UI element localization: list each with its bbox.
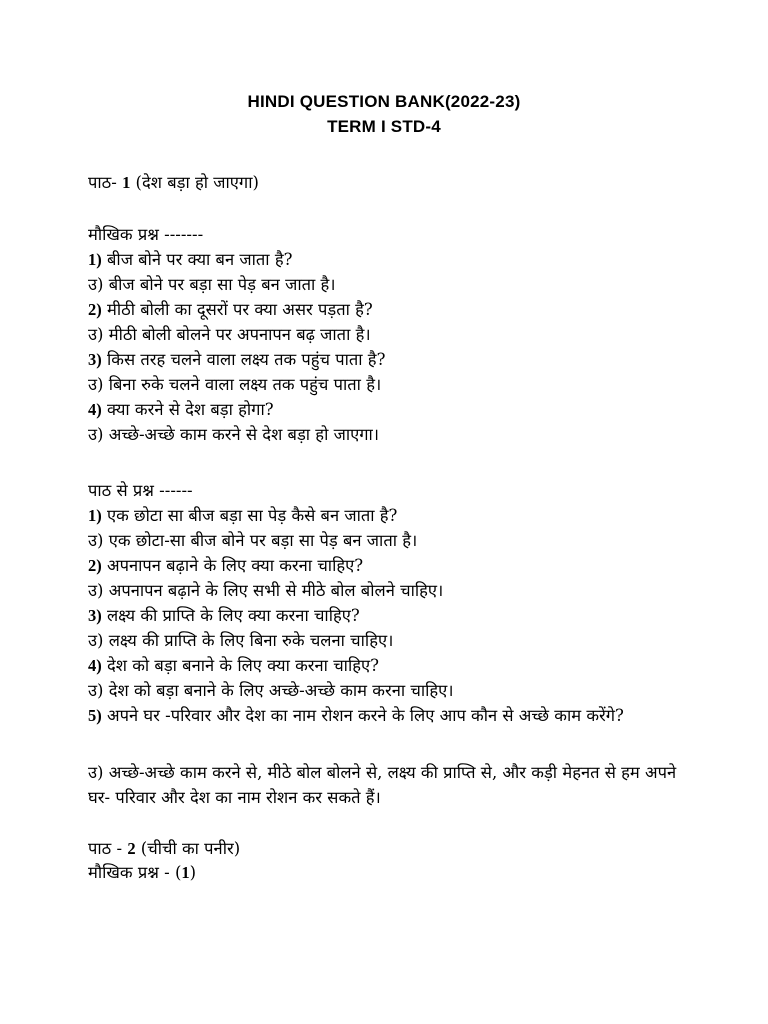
question: 1) एक छोटा सा बीज बड़ा सा पेड़ कैसे बन जाता है? — [88, 506, 398, 525]
answer: उ) बिना रुके चलने वाला लक्ष्य तक पहुंच पाता है। — [88, 375, 382, 394]
answer: उ) मीठी बोली बोलने पर अपनापन बढ़ जाता है। — [88, 325, 371, 344]
answer: उ) अच्छे-अच्छे काम करने से देश बड़ा हो जाएगा। — [88, 425, 380, 444]
lesson2-oral-heading: मौखिक प्रश्न - (1) — [88, 863, 197, 882]
question: 2) अपनापन बढ़ाने के लिए क्या करना चाहिए? — [88, 556, 364, 575]
lesson2-heading: पाठ - 2 (चीची का पनीर) — [88, 839, 241, 858]
lesson1-heading: पाठ- 1 (देश बड़ा हो जाएगा) — [88, 173, 259, 192]
question: 3) लक्ष्य की प्राप्ति के लिए क्या करना चाहिए? — [88, 606, 360, 625]
document-subtitle: TERM I STD-4 — [327, 117, 441, 136]
question: 5) अपने घर -परिवार और देश का नाम रोशन करने के लिए आप कौन से अच्छे काम करेंगे? — [88, 706, 624, 725]
text-questions-heading: पाठ से प्रश्न ------ — [88, 481, 193, 500]
answer: उ) देश को बड़ा बनाने के लिए अच्छे-अच्छे काम करना चाहिए। — [88, 681, 454, 700]
answer: उ) अच्छे-अच्छे काम करने से, मीठे बोल बोलने से, लक्ष्य की प्राप्ति से, और कड़ी मेहनत से हम अपने घर- परिवार और देश का नाम रोशन कर सकते हैं। — [88, 763, 677, 807]
answer: उ) अपनापन बढ़ाने के लिए सभी से मीठे बोल बोलने चाहिए। — [88, 581, 444, 600]
question: 4) क्या करने से देश बड़ा होगा? — [88, 400, 274, 419]
question: 2) मीठी बोली का दूसरों पर क्या असर पड़ता है? — [88, 300, 373, 319]
question: 1) बीज बोने पर क्या बन जाता है? — [88, 250, 293, 269]
answer: उ) बीज बोने पर बड़ा सा पेड़ बन जाता है। — [88, 275, 336, 294]
document-title: HINDI QUESTION BANK(2022-23) — [247, 92, 521, 111]
question: 4) देश को बड़ा बनाने के लिए क्या करना चाहिए? — [88, 656, 379, 675]
answer: उ) एक छोटा-सा बीज बोने पर बड़ा सा पेड़ बन जाता है। — [88, 531, 418, 550]
question: 3) किस तरह चलने वाला लक्ष्य तक पहुंच पाता है? — [88, 350, 386, 369]
oral-questions-heading: मौखिक प्रश्न ------- — [88, 225, 204, 244]
answer: उ) लक्ष्य की प्राप्ति के लिए बिना रुके चलना चाहिए। — [88, 631, 394, 650]
